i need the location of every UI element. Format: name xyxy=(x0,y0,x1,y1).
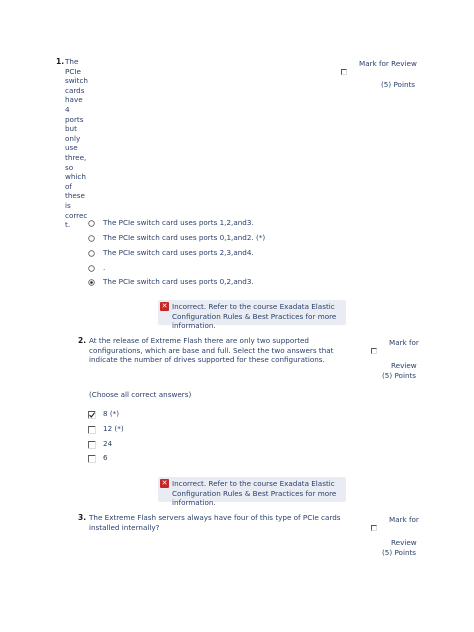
x-icon: ✕ xyxy=(161,302,168,310)
question-1-line: of xyxy=(65,181,72,191)
mark-for-review-checkbox-q3[interactable] xyxy=(371,525,377,531)
radio-icon[interactable] xyxy=(88,235,95,242)
question-3-text xyxy=(89,513,359,532)
question-2-number: 2. xyxy=(78,336,87,345)
question-3-line2: installed internally? xyxy=(89,522,160,532)
question-3-number: 3. xyxy=(78,513,87,522)
question-1-line: cards xyxy=(65,85,85,95)
question-1-line: correc xyxy=(65,210,88,220)
question-1-line: switch xyxy=(65,76,88,86)
question-1-number: 1. xyxy=(56,57,65,66)
question-1-line: have xyxy=(65,95,83,105)
mark-for-label-q2: Mark for xyxy=(389,338,419,347)
question-1-line: ports xyxy=(65,114,84,124)
mark-for-review-checkbox-q2[interactable] xyxy=(371,348,377,354)
radio-icon[interactable] xyxy=(88,220,95,227)
q1-option-label: The PCIe switch card uses ports 0,2,and3. xyxy=(103,277,254,286)
points-q1: (5) Points xyxy=(381,80,416,89)
question-1-line: only xyxy=(65,133,81,143)
radio-icon[interactable] xyxy=(88,279,95,286)
feedback-q2 xyxy=(158,477,346,507)
question-2-text xyxy=(89,336,359,365)
question-1-line: The xyxy=(65,57,79,66)
mark-for-review-label-q1: Mark for Review xyxy=(359,59,417,68)
points-q3: (5) Points xyxy=(382,548,417,557)
radio-icon[interactable] xyxy=(88,265,95,272)
mark-for-review-checkbox-q1[interactable] xyxy=(341,69,347,75)
question-1-line: which xyxy=(65,172,86,182)
x-icon: ✕ xyxy=(161,479,168,487)
question-2-line1: At the release of Extreme Flash there are only two supported xyxy=(89,336,309,345)
mark-for-label-q3: Mark for xyxy=(389,515,419,524)
q2-option-label: 8 (*) xyxy=(103,409,120,418)
checkbox-icon[interactable] xyxy=(88,455,96,465)
question-1-line: three, xyxy=(65,152,87,162)
points-q2: (5) Points xyxy=(382,371,417,380)
choose-all-note: (Choose all correct answers) xyxy=(89,390,192,399)
question-1-text xyxy=(65,57,95,230)
q2-option-label: 12 (*) xyxy=(103,424,124,433)
feedback-q1-line3: information. xyxy=(172,321,216,330)
review-label-q3: Review xyxy=(391,538,417,547)
question-1-line: PCIe xyxy=(65,66,81,76)
q2-option-label: 24 xyxy=(103,439,113,448)
feedback-q1-line1: Incorrect. Refer to the course Exadata Elastic xyxy=(172,302,335,311)
q1-option-label: The PCIe switch card uses ports 1,2,and3. xyxy=(103,218,254,227)
checkbox-icon[interactable] xyxy=(88,441,96,451)
question-1-line: t. xyxy=(65,220,71,230)
feedback-q1-line2: Configuration Rules & Best Practices for more xyxy=(172,311,337,321)
question-1-line: so xyxy=(65,162,74,172)
question-1-line: but xyxy=(65,124,77,134)
question-2-line3: indicate the number of drives supported for these configurations. xyxy=(89,355,325,365)
question-2-line2: configurations, which are base and full. Select the two answers that xyxy=(89,345,334,355)
feedback-q2-line1: Incorrect. Refer to the course Exadata Elastic xyxy=(172,479,335,488)
question-3-line1: The Extreme Flash servers always have four of this type of PCIe cards xyxy=(89,513,341,522)
question-1-line: these xyxy=(65,191,85,201)
question-1-line: use xyxy=(65,143,78,153)
q1-option-label: The PCIe switch card uses ports 0,1,and2. (*) xyxy=(103,233,266,242)
feedback-q1 xyxy=(158,300,346,330)
feedback-q2-line2: Configuration Rules & Best Practices for more xyxy=(172,488,337,498)
question-1-line: is xyxy=(65,200,71,210)
radio-icon[interactable] xyxy=(88,250,95,257)
checkbox-icon[interactable] xyxy=(88,411,96,421)
q2-option-label: 6 xyxy=(103,453,108,462)
review-label-q2: Review xyxy=(391,361,417,370)
question-1-line: 4 xyxy=(65,104,70,114)
checkbox-icon[interactable] xyxy=(88,426,96,436)
feedback-q2-line3: information. xyxy=(172,498,216,507)
q1-option-label: The PCIe switch card uses ports 2,3,and4. xyxy=(103,248,254,257)
q1-option-label: . xyxy=(103,263,106,272)
